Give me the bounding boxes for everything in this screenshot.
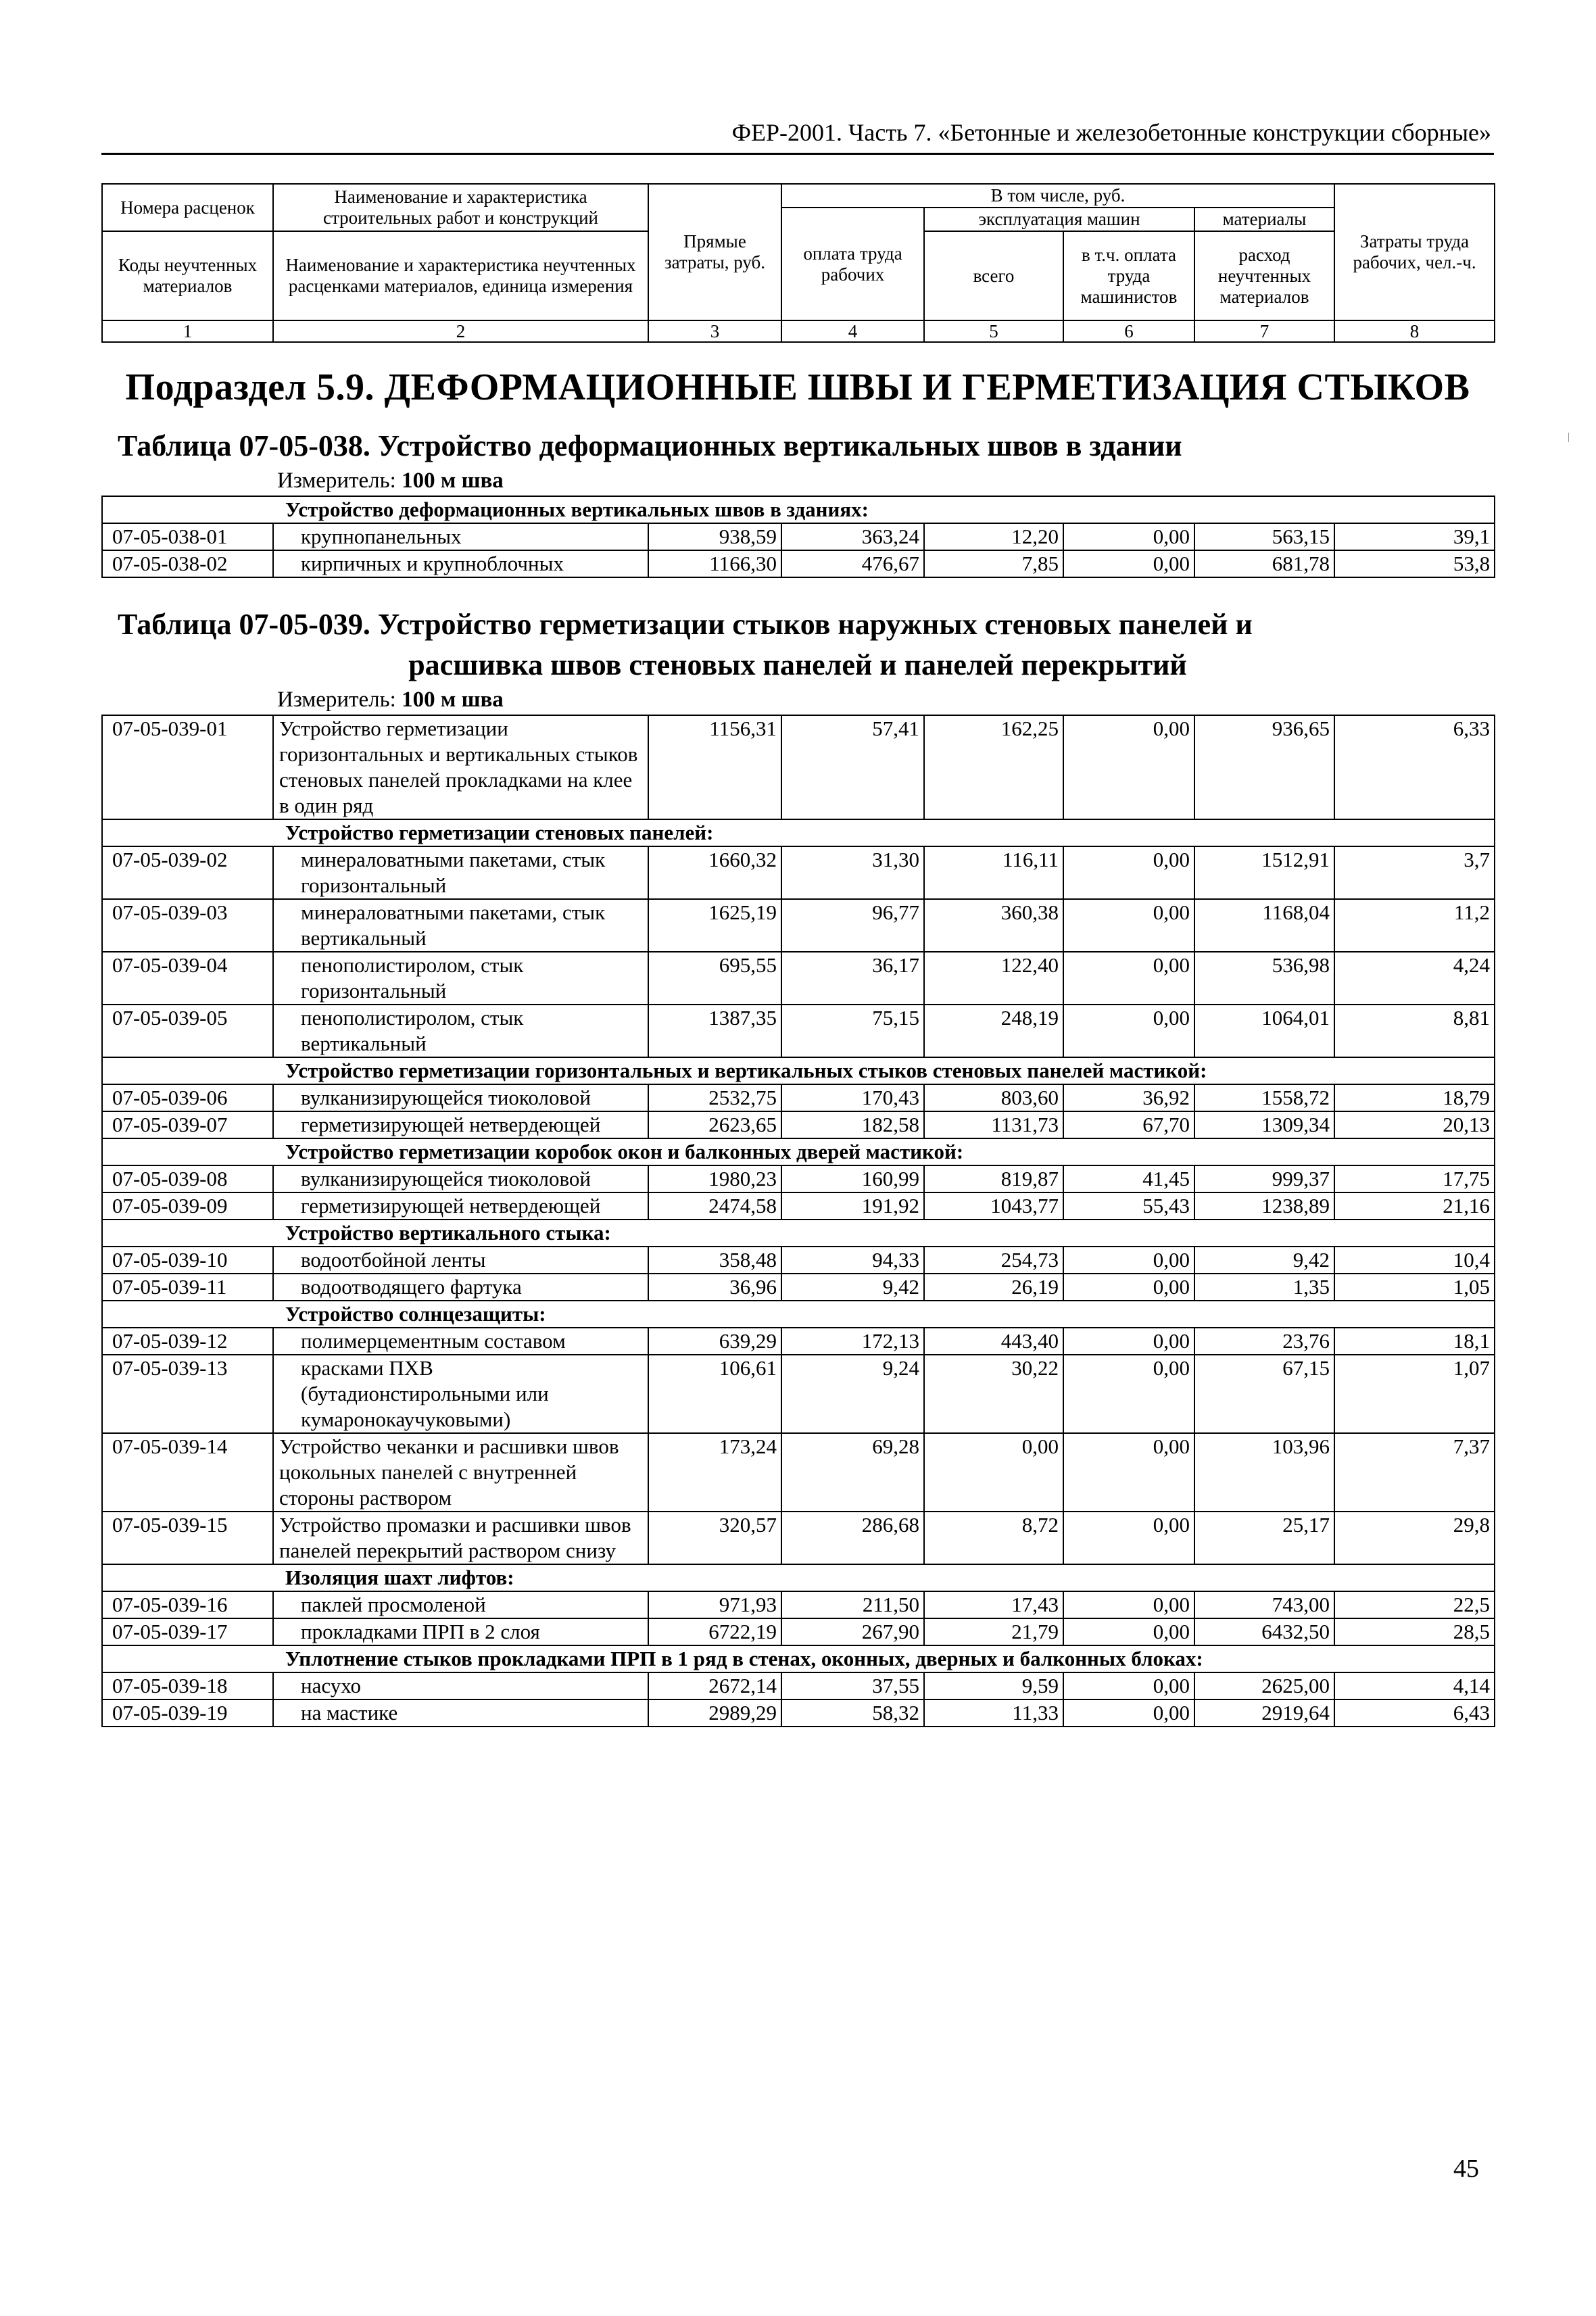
table1 (101, 496, 1495, 578)
rate-code: 07-05-039-17 (102, 1618, 273, 1645)
direct-costs: 36,96 (648, 1274, 781, 1301)
rate-code: 07-05-039-19 (102, 1699, 273, 1727)
machines-total: 11,33 (924, 1699, 1063, 1727)
header-rate-numbers: Номера расценок (102, 184, 273, 231)
table-row (102, 1618, 1495, 1645)
direct-costs: 2474,58 (648, 1192, 781, 1220)
work-name: паклей просмоленой (273, 1591, 648, 1618)
direct-costs: 320,57 (648, 1512, 781, 1564)
labor-hours: 4,14 (1334, 1672, 1495, 1699)
column-number: 1 (102, 320, 273, 342)
group-heading: Устройство солнцезащиты: (102, 1301, 1495, 1328)
worker-pay: 286,68 (781, 1512, 924, 1564)
group-header-row (102, 1138, 1495, 1165)
rate-code: 07-05-039-15 (102, 1512, 273, 1564)
group-header-row (102, 819, 1495, 846)
group-heading: Устройство герметизации коробок окон и балконных дверей мастикой: (102, 1138, 1495, 1165)
table2-unit (277, 686, 1494, 713)
worker-pay: 170,43 (781, 1084, 924, 1111)
direct-costs: 1625,19 (648, 899, 781, 952)
work-name: герметизирующей нетвердеющей (273, 1111, 648, 1138)
table-row (102, 1699, 1495, 1727)
column-number: 6 (1063, 320, 1194, 342)
machines-total: 1043,77 (924, 1192, 1063, 1220)
unit-label: Измеритель: (277, 468, 396, 493)
column-number: 7 (1194, 320, 1334, 342)
table2 (101, 715, 1495, 1727)
rate-code: 07-05-039-13 (102, 1355, 273, 1433)
machines-total: 116,11 (924, 846, 1063, 899)
group-header-row (102, 1645, 1495, 1672)
operator-pay: 0,00 (1063, 1512, 1194, 1564)
materials-cost: 1168,04 (1194, 899, 1334, 952)
labor-hours: 6,43 (1334, 1699, 1495, 1727)
machines-total: 21,79 (924, 1618, 1063, 1645)
machines-total: 9,59 (924, 1672, 1063, 1699)
worker-pay: 191,92 (781, 1192, 924, 1220)
operator-pay: 0,00 (1063, 1591, 1194, 1618)
labor-hours: 28,5 (1334, 1618, 1495, 1645)
direct-costs: 358,48 (648, 1247, 781, 1274)
group-header-row (102, 1564, 1495, 1591)
worker-pay: 476,67 (781, 550, 924, 577)
header-worker-pay: оплата труда рабочих (781, 208, 924, 320)
operator-pay: 0,00 (1063, 715, 1194, 819)
rate-code: 07-05-038-01 (102, 523, 273, 550)
work-name: герметизирующей нетвердеющей (273, 1192, 648, 1220)
materials-cost: 23,76 (1194, 1328, 1334, 1355)
labor-hours: 10,4 (1334, 1247, 1495, 1274)
materials-cost: 743,00 (1194, 1591, 1334, 1618)
machines-total: 1131,73 (924, 1111, 1063, 1138)
labor-hours: 3,7 (1334, 846, 1495, 899)
labor-hours: 8,81 (1334, 1005, 1495, 1057)
table-row (102, 1512, 1495, 1564)
rate-code: 07-05-039-02 (102, 846, 273, 899)
table-row (102, 899, 1495, 952)
rate-code: 07-05-039-05 (102, 1005, 273, 1057)
header-including: В том числе, руб. (781, 184, 1334, 208)
column-number: 2 (273, 320, 648, 342)
worker-pay: 172,13 (781, 1328, 924, 1355)
machines-total: 26,19 (924, 1274, 1063, 1301)
machines-total: 819,87 (924, 1165, 1063, 1192)
materials-cost: 1558,72 (1194, 1084, 1334, 1111)
group-header-row (102, 1301, 1495, 1328)
table-row (102, 1111, 1495, 1138)
header-materials: материалы (1194, 208, 1334, 231)
labor-hours: 18,79 (1334, 1084, 1495, 1111)
direct-costs: 2672,14 (648, 1672, 781, 1699)
group-header-row (102, 1057, 1495, 1084)
table2-title-line1: Таблица 07-05-039. Устройство герметизации стыков наружных стеновых панелей и (118, 608, 1253, 641)
table-row (102, 1672, 1495, 1699)
materials-cost: 536,98 (1194, 952, 1334, 1005)
labor-hours: 1,05 (1334, 1274, 1495, 1301)
materials-cost: 1309,34 (1194, 1111, 1334, 1138)
labor-hours: 18,1 (1334, 1328, 1495, 1355)
direct-costs: 695,55 (648, 952, 781, 1005)
operator-pay: 67,70 (1063, 1111, 1194, 1138)
rate-code: 07-05-039-12 (102, 1328, 273, 1355)
direct-costs: 2532,75 (648, 1084, 781, 1111)
work-name: пенополистиролом, стык горизонтальный (273, 952, 648, 1005)
materials-cost: 936,65 (1194, 715, 1334, 819)
column-number: 8 (1334, 320, 1495, 342)
unit-value: 100 м шва (402, 468, 504, 493)
work-name: Устройство герметизации горизонтальных и вертикальных стыков стеновых панелей прокладками на клее в один ряд (273, 715, 648, 819)
machines-total: 7,85 (924, 550, 1063, 577)
work-name: пенополистиролом, стык вертикальный (273, 1005, 648, 1057)
column-number: 4 (781, 320, 924, 342)
worker-pay: 182,58 (781, 1111, 924, 1138)
materials-cost: 1064,01 (1194, 1005, 1334, 1057)
worker-pay: 160,99 (781, 1165, 924, 1192)
work-name: крупнопанельных (273, 523, 648, 550)
subsection-title: Подраздел 5.9. ДЕФОРМАЦИОННЫЕ ШВЫ И ГЕРМЕТИЗАЦИЯ СТЫКОВ (125, 366, 1470, 408)
column-number: 3 (648, 320, 781, 342)
worker-pay: 69,28 (781, 1433, 924, 1512)
document-page (101, 115, 1494, 1727)
column-number-row (102, 320, 1495, 342)
labor-hours: 1,07 (1334, 1355, 1495, 1433)
work-name: прокладками ПРП в 2 слоя (273, 1618, 648, 1645)
labor-hours: 17,75 (1334, 1165, 1495, 1192)
work-name: вулканизирующейся тиоколовой (273, 1165, 648, 1192)
direct-costs: 2623,65 (648, 1111, 781, 1138)
header-work-name: Наименование и характеристика строительных работ и конструкций (273, 184, 648, 231)
direct-costs: 173,24 (648, 1433, 781, 1512)
operator-pay: 0,00 (1063, 899, 1194, 952)
machines-total: 254,73 (924, 1247, 1063, 1274)
operator-pay: 0,00 (1063, 523, 1194, 550)
operator-pay: 0,00 (1063, 1355, 1194, 1433)
worker-pay: 267,90 (781, 1618, 924, 1645)
labor-hours: 4,24 (1334, 952, 1495, 1005)
rate-code: 07-05-039-06 (102, 1084, 273, 1111)
machines-total: 803,60 (924, 1084, 1063, 1111)
table-row (102, 1192, 1495, 1220)
table1-unit (277, 467, 1494, 494)
table-row (102, 1591, 1495, 1618)
table1-title: Таблица 07-05-038. Устройство деформационных вертикальных швов в здании (118, 429, 1182, 462)
materials-cost: 2625,00 (1194, 1672, 1334, 1699)
operator-pay: 55,43 (1063, 1192, 1194, 1220)
table2-title-line2: расшивка швов стеновых панелей и панелей перекрытий (408, 648, 1187, 681)
work-name: минераловатными пакетами, стык горизонтальный (273, 846, 648, 899)
direct-costs: 1387,35 (648, 1005, 781, 1057)
rate-code: 07-05-039-10 (102, 1247, 273, 1274)
machines-total: 30,22 (924, 1355, 1063, 1433)
machines-total: 17,43 (924, 1591, 1063, 1618)
labor-hours: 7,37 (1334, 1433, 1495, 1512)
group-heading: Устройство герметизации стеновых панелей: (102, 819, 1495, 846)
operator-pay: 0,00 (1063, 952, 1194, 1005)
labor-hours: 21,16 (1334, 1192, 1495, 1220)
unit-value: 100 м шва (402, 687, 504, 712)
machines-total: 12,20 (924, 523, 1063, 550)
header-material-names: Наименование и характеристика неучтенных расценками материалов, единица измерения (273, 231, 648, 320)
rate-code: 07-05-038-02 (102, 550, 273, 577)
rate-code: 07-05-039-01 (102, 715, 273, 819)
unit-label: Измеритель: (277, 687, 396, 712)
work-name: Устройство промазки и расшивки швов панелей перекрытий раствором снизу (273, 1512, 648, 1564)
work-name: водоотводящего фартука (273, 1274, 648, 1301)
worker-pay: 36,17 (781, 952, 924, 1005)
worker-pay: 31,30 (781, 846, 924, 899)
work-name: насухо (273, 1672, 648, 1699)
group-header-row (102, 1220, 1495, 1247)
table-row (102, 1433, 1495, 1512)
direct-costs: 106,61 (648, 1355, 781, 1433)
scan-artifact (1568, 433, 1569, 442)
materials-cost: 1512,91 (1194, 846, 1334, 899)
operator-pay: 0,00 (1063, 1247, 1194, 1274)
labor-hours: 29,8 (1334, 1512, 1495, 1564)
materials-cost: 9,42 (1194, 1247, 1334, 1274)
table-row (102, 1084, 1495, 1111)
direct-costs: 1980,23 (648, 1165, 781, 1192)
labor-hours: 53,8 (1334, 550, 1495, 577)
worker-pay: 9,42 (781, 1274, 924, 1301)
header-direct-costs: Прямые затраты, руб. (648, 184, 781, 320)
group-header-row (102, 496, 1495, 523)
direct-costs: 938,59 (648, 523, 781, 550)
work-name: Устройство чеканки и расшивки швов цокольных панелей с внутренней стороны раствором (273, 1433, 648, 1512)
labor-hours: 39,1 (1334, 523, 1495, 550)
work-name: полимерцементным составом (273, 1328, 648, 1355)
header-operator-pay: в т.ч. оплата труда машинистов (1063, 231, 1194, 320)
operator-pay: 0,00 (1063, 1328, 1194, 1355)
direct-costs: 6722,19 (648, 1618, 781, 1645)
rate-code: 07-05-039-14 (102, 1433, 273, 1512)
rate-code: 07-05-039-09 (102, 1192, 273, 1220)
header-material-codes: Коды неучтенных материалов (102, 231, 273, 320)
direct-costs: 1166,30 (648, 550, 781, 577)
work-name: на мастике (273, 1699, 648, 1727)
table-row (102, 1355, 1495, 1433)
worker-pay: 37,55 (781, 1672, 924, 1699)
machines-total: 162,25 (924, 715, 1063, 819)
materials-cost: 67,15 (1194, 1355, 1334, 1433)
materials-cost: 103,96 (1194, 1433, 1334, 1512)
materials-cost: 2919,64 (1194, 1699, 1334, 1727)
operator-pay: 0,00 (1063, 1005, 1194, 1057)
work-name: красками ПХВ (бутадионстирольными или кумаронокаучуковыми) (273, 1355, 648, 1433)
table-row (102, 1274, 1495, 1301)
table-row (102, 1165, 1495, 1192)
machines-total: 122,40 (924, 952, 1063, 1005)
worker-pay: 211,50 (781, 1591, 924, 1618)
labor-hours: 11,2 (1334, 899, 1495, 952)
table-row (102, 523, 1495, 550)
column-number: 5 (924, 320, 1063, 342)
header-rule (101, 153, 1494, 155)
machines-total: 248,19 (924, 1005, 1063, 1057)
group-heading: Уплотнение стыков прокладками ПРП в 1 ряд в стенах, оконных, дверных и балконных блоках: (102, 1645, 1495, 1672)
rate-code: 07-05-039-07 (102, 1111, 273, 1138)
group-heading: Устройство герметизации горизонтальных и вертикальных стыков стеновых панелей мастикой: (102, 1057, 1495, 1084)
header-labor-costs: Затраты труда рабочих, чел.-ч. (1334, 184, 1495, 320)
machines-total: 0,00 (924, 1433, 1063, 1512)
rate-code: 07-05-039-08 (102, 1165, 273, 1192)
materials-cost: 681,78 (1194, 550, 1334, 577)
operator-pay: 0,00 (1063, 1699, 1194, 1727)
direct-costs: 2989,29 (648, 1699, 781, 1727)
operator-pay: 41,45 (1063, 1165, 1194, 1192)
rate-code: 07-05-039-16 (102, 1591, 273, 1618)
operator-pay: 0,00 (1063, 550, 1194, 577)
table-row (102, 1328, 1495, 1355)
work-name: вулканизирующейся тиоколовой (273, 1084, 648, 1111)
labor-hours: 20,13 (1334, 1111, 1495, 1138)
column-header-table (101, 183, 1495, 343)
materials-cost: 1238,89 (1194, 1192, 1334, 1220)
group-heading: Устройство деформационных вертикальных швов в зданиях: (102, 496, 1495, 523)
group-heading: Изоляция шахт лифтов: (102, 1564, 1495, 1591)
operator-pay: 0,00 (1063, 1618, 1194, 1645)
machines-total: 8,72 (924, 1512, 1063, 1564)
work-name: водоотбойной ленты (273, 1247, 648, 1274)
rate-code: 07-05-039-11 (102, 1274, 273, 1301)
operator-pay: 36,92 (1063, 1084, 1194, 1111)
machines-total: 443,40 (924, 1328, 1063, 1355)
labor-hours: 6,33 (1334, 715, 1495, 819)
materials-cost: 1,35 (1194, 1274, 1334, 1301)
worker-pay: 96,77 (781, 899, 924, 952)
materials-cost: 6432,50 (1194, 1618, 1334, 1645)
worker-pay: 9,24 (781, 1355, 924, 1433)
running-header: ФЕР-2001. Часть 7. «Бетонные и железобетонные конструкции сборные» (731, 119, 1491, 146)
table-row (102, 1005, 1495, 1057)
worker-pay: 94,33 (781, 1247, 924, 1274)
rate-code: 07-05-039-18 (102, 1672, 273, 1699)
header-material-consumption: расход неучтенных материалов (1194, 231, 1334, 320)
rate-code: 07-05-039-04 (102, 952, 273, 1005)
direct-costs: 971,93 (648, 1591, 781, 1618)
direct-costs: 639,29 (648, 1328, 781, 1355)
header-machines-total: всего (924, 231, 1063, 320)
materials-cost: 563,15 (1194, 523, 1334, 550)
worker-pay: 363,24 (781, 523, 924, 550)
operator-pay: 0,00 (1063, 1274, 1194, 1301)
table-row (102, 952, 1495, 1005)
table-row (102, 1247, 1495, 1274)
table-row (102, 846, 1495, 899)
materials-cost: 999,37 (1194, 1165, 1334, 1192)
materials-cost: 25,17 (1194, 1512, 1334, 1564)
labor-hours: 22,5 (1334, 1591, 1495, 1618)
page-number: 45 (1453, 2154, 1479, 2183)
work-name: минераловатными пакетами, стык вертикальный (273, 899, 648, 952)
rate-code: 07-05-039-03 (102, 899, 273, 952)
table-row (102, 550, 1495, 577)
operator-pay: 0,00 (1063, 1433, 1194, 1512)
table-row (102, 715, 1495, 819)
work-name: кирпичных и крупноблочных (273, 550, 648, 577)
worker-pay: 75,15 (781, 1005, 924, 1057)
group-heading: Устройство вертикального стыка: (102, 1220, 1495, 1247)
machines-total: 360,38 (924, 899, 1063, 952)
direct-costs: 1156,31 (648, 715, 781, 819)
operator-pay: 0,00 (1063, 1672, 1194, 1699)
operator-pay: 0,00 (1063, 846, 1194, 899)
header-machine-operation: эксплуатация машин (924, 208, 1194, 231)
direct-costs: 1660,32 (648, 846, 781, 899)
worker-pay: 58,32 (781, 1699, 924, 1727)
worker-pay: 57,41 (781, 715, 924, 819)
